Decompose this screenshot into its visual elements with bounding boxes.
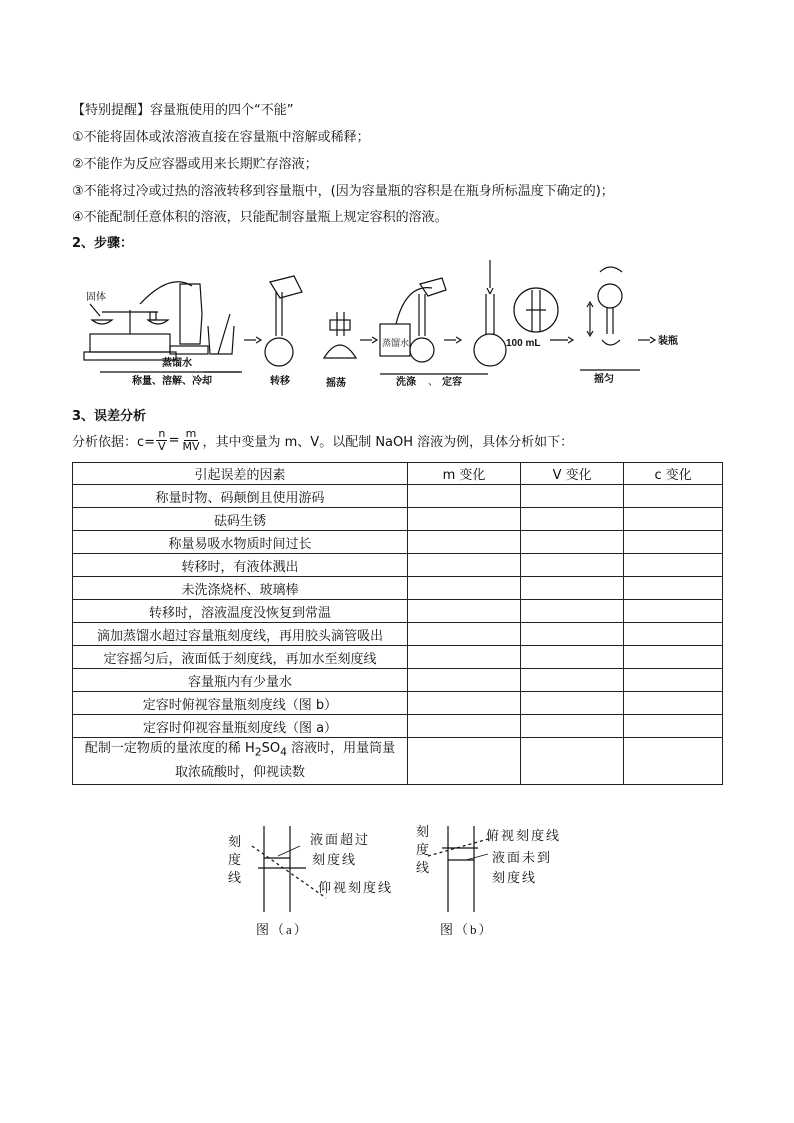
table-row xyxy=(73,669,723,692)
subscript: 2 xyxy=(254,745,262,759)
table-row xyxy=(73,485,723,508)
table-row xyxy=(73,554,723,577)
table-row xyxy=(73,600,723,623)
flask-shaking xyxy=(324,312,356,358)
fraction-denominator: MV xyxy=(182,440,200,453)
bottle-label: 装瓶 xyxy=(658,336,678,347)
cause-cell: 未洗涤烧杯、玻璃棒 xyxy=(73,577,408,600)
subscript: 4 xyxy=(280,745,288,759)
cause-cell: 转移时，溶液温度没恢复到常温 xyxy=(73,600,408,623)
v-cell xyxy=(520,623,623,646)
annotation: 液面未到 xyxy=(492,850,553,865)
m-cell xyxy=(408,715,521,738)
reminder-item: ③不能将过冷或过热的溶液转移到容量瓶中，(因为容量瓶的容积是在瓶身所标温度下确定的)； xyxy=(72,184,614,199)
table-row xyxy=(73,715,723,738)
cause-text: SO xyxy=(261,741,281,757)
c-cell xyxy=(624,669,723,692)
c-cell xyxy=(624,738,723,785)
v-cell xyxy=(520,646,623,669)
v-cell xyxy=(520,577,623,600)
annotation: 刻度线 xyxy=(312,852,358,867)
header-v: V 变化 xyxy=(520,463,623,485)
mark-char: 线 xyxy=(228,870,242,885)
annotation: 刻度线 xyxy=(492,870,538,885)
v-cell xyxy=(520,692,623,715)
m-cell xyxy=(408,485,521,508)
mark-char: 度 xyxy=(228,852,242,867)
m-cell xyxy=(408,508,521,531)
dot-label: 、 xyxy=(428,377,438,388)
procedure-diagram xyxy=(80,254,700,394)
cause-cell xyxy=(73,738,408,785)
analysis-heading: 3、误差分析 xyxy=(72,409,147,424)
sight-line xyxy=(428,838,492,856)
annotation: 液面超过 xyxy=(310,832,371,847)
figure-caption: 图（a） xyxy=(256,922,309,937)
annotation: 仰视刻度线 xyxy=(318,880,394,895)
c-cell xyxy=(624,600,723,623)
header-c: c 变化 xyxy=(624,463,723,485)
table-row xyxy=(73,623,723,646)
balance-illustration xyxy=(84,304,176,360)
header-cause: 引起误差的因素 xyxy=(73,463,408,485)
c-cell xyxy=(624,577,723,600)
formula-prefix: 分析依据：c= xyxy=(72,435,156,450)
table-header-row xyxy=(73,463,723,485)
figure-b xyxy=(416,824,561,937)
cause-cell: 砝码生锈 xyxy=(73,508,408,531)
mark-char: 刻 xyxy=(228,834,242,849)
volumetric-flask-fix xyxy=(474,260,506,366)
cause-text: 溶液时，用量筒量 xyxy=(287,741,396,757)
c-cell xyxy=(624,485,723,508)
group1-label: 称量、溶解、冷却 xyxy=(132,376,212,387)
v-cell xyxy=(520,600,623,623)
reading-figures xyxy=(218,818,578,948)
m-cell xyxy=(408,554,521,577)
table-row xyxy=(73,692,723,715)
wash-label: 洗涤 xyxy=(396,377,416,388)
cause-cell: 称量易吸水物质时间过长 xyxy=(73,531,408,554)
figure-caption: 图（b） xyxy=(440,922,494,937)
volumetric-flask-wash xyxy=(410,338,434,362)
table-row xyxy=(73,508,723,531)
c-cell xyxy=(624,646,723,669)
analysis-formula xyxy=(72,428,573,453)
cause-text: 取浓硫酸时，仰视读数 xyxy=(174,764,305,780)
table-row xyxy=(73,577,723,600)
fraction-numerator: n xyxy=(158,427,166,440)
c-cell xyxy=(624,715,723,738)
fraction-m-over-mv xyxy=(180,428,201,453)
volume-label: 100 mL xyxy=(506,338,541,349)
v-cell xyxy=(520,531,623,554)
cause-cell: 滴加蒸馏水超过容量瓶刻度线，再用胶头滴管吸出 xyxy=(73,623,408,646)
m-cell xyxy=(408,577,521,600)
table-row xyxy=(73,738,723,785)
cause-text: 配制一定物质的量浓度的稀 H xyxy=(84,741,255,757)
m-cell xyxy=(408,738,521,785)
volumetric-flask-transfer xyxy=(265,276,302,366)
v-cell xyxy=(520,554,623,577)
c-cell xyxy=(624,554,723,577)
c-cell xyxy=(624,531,723,554)
formula-suffix: ，其中变量为 m、V。以配制 NaOH 溶液为例，具体分析如下： xyxy=(202,435,574,450)
fraction-denominator: V xyxy=(158,440,166,453)
v-cell xyxy=(520,738,623,785)
table-row xyxy=(73,646,723,669)
m-cell xyxy=(408,669,521,692)
c-cell xyxy=(624,692,723,715)
v-cell xyxy=(520,715,623,738)
solid-label: 固体 xyxy=(86,292,106,303)
mark-char: 线 xyxy=(416,860,430,875)
c-cell xyxy=(624,623,723,646)
flask-inverting xyxy=(587,267,622,345)
cause-cell: 定容时俯视容量瓶刻度线（图 b） xyxy=(73,692,408,715)
header-m: m 变化 xyxy=(408,463,521,485)
reminder-item: ④不能配制任意体积的溶液，只能配制容量瓶上规定容积的溶液。 xyxy=(72,210,448,225)
figure-a xyxy=(228,826,393,937)
transfer-label: 转移 xyxy=(270,376,290,387)
cause-cell: 称量时物、码颠倒且使用游码 xyxy=(73,485,408,508)
m-cell xyxy=(408,692,521,715)
cause-cell: 定容摇匀后，液面低于刻度线，再加水至刻度线 xyxy=(73,646,408,669)
reminder-title: 【特别提醒】容量瓶使用的四个“不能” xyxy=(72,103,294,118)
fix-label: 定容 xyxy=(442,377,462,388)
reminder-item: ②不能作为反应容器或用来长期贮存溶液； xyxy=(72,157,318,172)
annotation: 俯视刻度线 xyxy=(486,828,562,843)
jar-label: 蒸馏水 xyxy=(382,338,410,348)
v-cell xyxy=(520,669,623,692)
fraction-numerator: m xyxy=(185,427,197,440)
steps-heading: 2、步骤： xyxy=(72,236,134,251)
mark-char: 度 xyxy=(416,842,430,857)
cause-cell: 定容时仰视容量瓶刻度线（图 a） xyxy=(73,715,408,738)
reminder-item: ①不能将固体或浓溶液直接在容量瓶中溶解或稀释； xyxy=(72,130,370,145)
fraction-n-over-v xyxy=(156,428,168,453)
cause-cell: 转移时，有液体溅出 xyxy=(73,554,408,577)
shake-label: 摇荡 xyxy=(326,378,346,389)
cause-cell: 容量瓶内有少量水 xyxy=(73,669,408,692)
error-analysis-table xyxy=(72,462,723,785)
table-row xyxy=(73,531,723,554)
formula-equals: = xyxy=(168,433,180,448)
m-cell xyxy=(408,646,521,669)
m-cell xyxy=(408,600,521,623)
m-cell xyxy=(408,623,521,646)
c-cell xyxy=(624,508,723,531)
mix-label: 摇匀 xyxy=(594,374,614,385)
mark-char: 刻 xyxy=(416,824,430,839)
v-cell xyxy=(520,485,623,508)
v-cell xyxy=(520,508,623,531)
m-cell xyxy=(408,531,521,554)
water-label: 蒸馏水 xyxy=(162,358,192,369)
